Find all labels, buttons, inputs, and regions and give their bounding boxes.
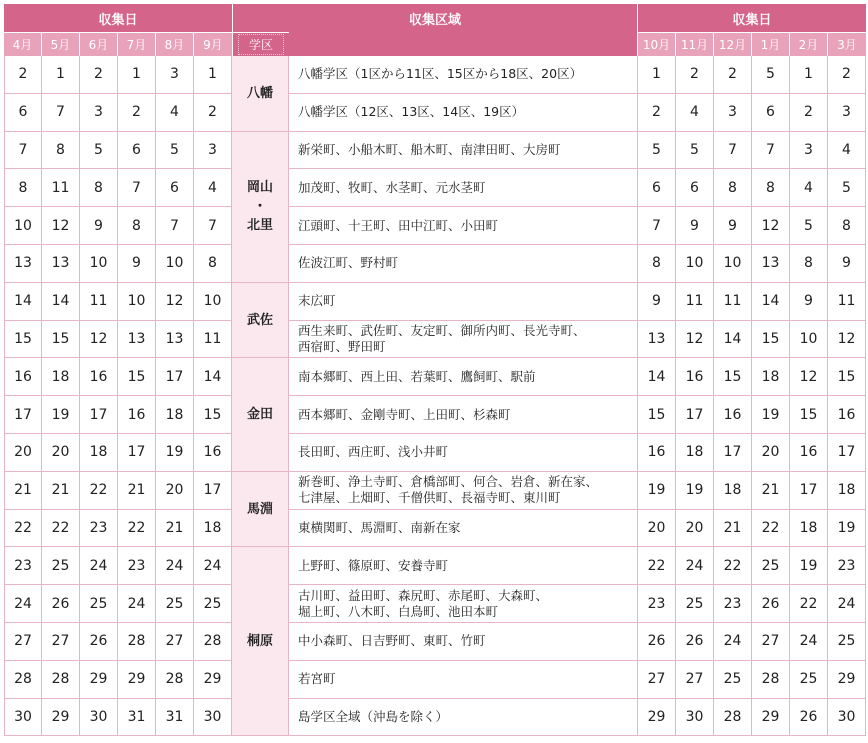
collection-day-cell: 16 xyxy=(194,434,232,472)
collection-day-cell: 4 xyxy=(156,94,194,132)
collection-day-cell: 27 xyxy=(676,661,714,699)
collection-area-cell: 西生来町、武佐町、友定町、御所内町、長光寺町、 西宿町、野田町 xyxy=(289,321,638,359)
table-row xyxy=(4,169,866,207)
collection-day-cell: 14 xyxy=(714,321,752,359)
collection-day-cell: 25 xyxy=(828,623,866,661)
school-district-label: 学区 xyxy=(238,34,284,55)
month-header: 1月 xyxy=(752,32,790,56)
collection-day-cell: 28 xyxy=(714,699,752,737)
collection-day-cell: 12 xyxy=(156,283,194,321)
table-row xyxy=(4,283,866,321)
collection-day-cell: 4 xyxy=(676,94,714,132)
collection-day-cell: 20 xyxy=(752,434,790,472)
collection-day-cell: 13 xyxy=(752,245,790,283)
collection-day-cell: 3 xyxy=(714,94,752,132)
collection-day-cell: 24 xyxy=(714,623,752,661)
collection-day-cell: 11 xyxy=(42,169,80,207)
collection-area-cell: 東横関町、馬淵町、南新在家 xyxy=(289,510,638,548)
collection-day-cell: 7 xyxy=(752,132,790,170)
table-row xyxy=(4,547,866,585)
collection-day-cell: 20 xyxy=(42,434,80,472)
collection-area-cell: 長田町、西庄町、浅小井町 xyxy=(289,434,638,472)
collection-area-cell: 八幡学区（12区、13区、14区、19区） xyxy=(289,94,638,132)
collection-day-cell: 13 xyxy=(42,245,80,283)
collection-day-cell: 24 xyxy=(790,623,828,661)
collection-day-cell: 11 xyxy=(714,283,752,321)
collection-day-cell: 23 xyxy=(828,547,866,585)
collection-day-cell: 17 xyxy=(714,434,752,472)
collection-day-cell: 10 xyxy=(714,245,752,283)
table-row xyxy=(4,245,866,283)
collection-day-cell: 17 xyxy=(156,358,194,396)
collection-day-cell: 8 xyxy=(638,245,676,283)
collection-day-cell: 24 xyxy=(676,547,714,585)
collection-day-cell: 16 xyxy=(118,396,156,434)
table-row xyxy=(4,321,866,359)
collection-day-cell: 10 xyxy=(118,283,156,321)
collection-area-cell: 加茂町、牧町、水茎町、元水茎町 xyxy=(289,169,638,207)
collection-day-cell: 17 xyxy=(790,472,828,510)
collection-day-cell: 30 xyxy=(676,699,714,737)
collection-day-cell: 20 xyxy=(638,510,676,548)
collection-day-cell: 17 xyxy=(194,472,232,510)
table-row xyxy=(4,396,866,434)
school-district-cell: 桐原 xyxy=(232,547,289,736)
collection-day-cell: 11 xyxy=(828,283,866,321)
collection-day-cell: 13 xyxy=(638,321,676,359)
table-row xyxy=(4,585,866,623)
collection-day-cell: 15 xyxy=(828,358,866,396)
collection-day-cell: 5 xyxy=(790,207,828,245)
collection-day-cell: 26 xyxy=(638,623,676,661)
collection-day-cell: 13 xyxy=(156,321,194,359)
collection-day-cell: 2 xyxy=(790,94,828,132)
collection-area-cell: 上野町、篠原町、安養寺町 xyxy=(289,547,638,585)
collection-day-cell: 16 xyxy=(790,434,828,472)
collection-day-cell: 2 xyxy=(638,94,676,132)
collection-day-cell: 22 xyxy=(638,547,676,585)
collection-day-cell: 17 xyxy=(80,396,118,434)
collection-day-cell: 2 xyxy=(676,56,714,94)
collection-day-cell: 7 xyxy=(118,169,156,207)
collection-day-cell: 18 xyxy=(80,434,118,472)
collection-area-title: 収集区域 xyxy=(408,12,461,28)
collection-day-cell: 12 xyxy=(80,321,118,359)
collection-day-cell: 4 xyxy=(828,132,866,170)
collection-day-cell: 23 xyxy=(80,510,118,548)
collection-day-cell: 11 xyxy=(676,283,714,321)
collection-day-cell: 19 xyxy=(676,472,714,510)
collection-area-cell: 末広町 xyxy=(289,283,638,321)
collection-day-cell: 15 xyxy=(752,321,790,359)
collection-day-cell: 11 xyxy=(80,283,118,321)
collection-day-cell: 3 xyxy=(156,56,194,94)
collection-day-cell: 22 xyxy=(4,510,42,548)
table-row xyxy=(4,472,866,510)
collection-area-cell: 江頭町、十王町、田中江町、小田町 xyxy=(289,207,638,245)
collection-day-cell: 27 xyxy=(752,623,790,661)
collection-area-cell: 西本郷町、金剛寺町、上田町、杉森町 xyxy=(289,396,638,434)
collection-day-cell: 17 xyxy=(4,396,42,434)
collection-day-cell: 1 xyxy=(194,56,232,94)
collection-day-cell: 29 xyxy=(118,661,156,699)
collection-day-cell: 24 xyxy=(156,547,194,585)
school-district-cell: 八幡 xyxy=(232,56,289,132)
collection-day-cell: 28 xyxy=(752,661,790,699)
collection-day-cell: 25 xyxy=(752,547,790,585)
table-row xyxy=(4,207,866,245)
collection-day-cell: 16 xyxy=(638,434,676,472)
collection-day-cell: 18 xyxy=(828,472,866,510)
collection-day-cell: 7 xyxy=(42,94,80,132)
collection-day-cell: 6 xyxy=(4,94,42,132)
month-header: 6月 xyxy=(80,32,118,56)
collection-day-cell: 12 xyxy=(752,207,790,245)
collection-day-cell: 15 xyxy=(790,396,828,434)
collection-day-cell: 26 xyxy=(752,585,790,623)
school-district-cell: 武佐 xyxy=(232,283,289,359)
collection-day-cell: 17 xyxy=(828,434,866,472)
collection-day-cell: 22 xyxy=(118,510,156,548)
collection-day-cell: 13 xyxy=(118,321,156,359)
collection-day-cell: 19 xyxy=(42,396,80,434)
collection-day-cell: 1 xyxy=(790,56,828,94)
school-district-cell: 馬淵 xyxy=(232,472,289,548)
collection-day-cell: 19 xyxy=(638,472,676,510)
collection-day-cell: 12 xyxy=(676,321,714,359)
collection-day-cell: 29 xyxy=(752,699,790,737)
collection-day-cell: 22 xyxy=(80,472,118,510)
collection-day-cell: 16 xyxy=(714,396,752,434)
collection-day-cell: 14 xyxy=(194,358,232,396)
collection-day-cell: 24 xyxy=(4,585,42,623)
collection-day-cell: 25 xyxy=(156,585,194,623)
collection-day-cell: 2 xyxy=(714,56,752,94)
collection-day-cell: 3 xyxy=(80,94,118,132)
collection-day-cell: 17 xyxy=(118,434,156,472)
collection-day-cell: 9 xyxy=(828,245,866,283)
collection-day-cell: 29 xyxy=(194,661,232,699)
collection-day-cell: 8 xyxy=(752,169,790,207)
collection-day-cell: 25 xyxy=(676,585,714,623)
collection-area-cell: 若宮町 xyxy=(289,661,638,699)
collection-day-cell: 25 xyxy=(42,547,80,585)
collection-day-cell: 26 xyxy=(790,699,828,737)
collection-schedule-table xyxy=(4,4,866,736)
collection-day-cell: 30 xyxy=(4,699,42,737)
collection-day-cell: 7 xyxy=(156,207,194,245)
collection-area-cell: 新巻町、浄土寺町、倉橋部町、何合、岩倉、新在家、 七津屋、上畑町、千僧供町、長福寺町、東川町 xyxy=(289,472,638,510)
collection-day-cell: 27 xyxy=(4,623,42,661)
table-row xyxy=(4,94,866,132)
collection-day-cell: 6 xyxy=(752,94,790,132)
school-district-header xyxy=(232,32,289,56)
collection-day-cell: 29 xyxy=(42,699,80,737)
collection-day-cell: 3 xyxy=(194,132,232,170)
collection-area-cell: 佐波江町、野村町 xyxy=(289,245,638,283)
collection-day-cell: 13 xyxy=(4,245,42,283)
collection-day-cell: 17 xyxy=(676,396,714,434)
collection-day-cell: 9 xyxy=(638,283,676,321)
table-row xyxy=(4,132,866,170)
collection-day-cell: 4 xyxy=(194,169,232,207)
collection-day-cell: 10 xyxy=(194,283,232,321)
collection-day-cell: 9 xyxy=(676,207,714,245)
collection-day-cell: 1 xyxy=(118,56,156,94)
table-row xyxy=(4,434,866,472)
collection-day-cell: 1 xyxy=(42,56,80,94)
collection-day-cell: 28 xyxy=(4,661,42,699)
collection-day-cell: 16 xyxy=(80,358,118,396)
collection-day-cell: 9 xyxy=(714,207,752,245)
table-row xyxy=(4,358,866,396)
collection-area-cell: 中小森町、日吉野町、東町、竹町 xyxy=(289,623,638,661)
collection-day-cell: 12 xyxy=(828,321,866,359)
collection-day-cell: 9 xyxy=(790,283,828,321)
collection-day-cell: 18 xyxy=(156,396,194,434)
collection-day-cell: 5 xyxy=(80,132,118,170)
collection-day-cell: 8 xyxy=(194,245,232,283)
collection-day-cell: 14 xyxy=(638,358,676,396)
collection-day-cell: 5 xyxy=(828,169,866,207)
collection-day-cell: 29 xyxy=(828,661,866,699)
collection-day-cell: 23 xyxy=(638,585,676,623)
collection-day-cell: 6 xyxy=(676,169,714,207)
collection-day-cell: 19 xyxy=(156,434,194,472)
collection-area-cell: 古川町、益田町、森尻町、赤尾町、大森町、 堀上町、八木町、白鳥町、池田本町 xyxy=(289,585,638,623)
collection-day-cell: 29 xyxy=(638,699,676,737)
collection-day-cell: 4 xyxy=(790,169,828,207)
collection-day-cell: 23 xyxy=(4,547,42,585)
collection-day-cell: 20 xyxy=(676,510,714,548)
collection-day-cell: 6 xyxy=(156,169,194,207)
collection-day-cell: 21 xyxy=(4,472,42,510)
collection-day-cell: 5 xyxy=(156,132,194,170)
collection-day-cell: 24 xyxy=(118,585,156,623)
month-header: 11月 xyxy=(676,32,714,56)
collection-day-cell: 28 xyxy=(156,661,194,699)
collection-day-cell: 7 xyxy=(638,207,676,245)
collection-day-cell: 21 xyxy=(42,472,80,510)
collection-day-cell: 8 xyxy=(42,132,80,170)
collection-day-cell: 14 xyxy=(42,283,80,321)
collection-day-cell: 23 xyxy=(118,547,156,585)
collection-day-cell: 27 xyxy=(42,623,80,661)
collection-day-cell: 10 xyxy=(790,321,828,359)
collection-day-cell: 7 xyxy=(714,132,752,170)
collection-day-cell: 25 xyxy=(714,661,752,699)
month-header: 5月 xyxy=(42,32,80,56)
collection-day-cell: 30 xyxy=(194,699,232,737)
collection-day-cell: 2 xyxy=(194,94,232,132)
table-row xyxy=(4,661,866,699)
month-header: 2月 xyxy=(790,32,828,56)
collection-area-cell: 新栄町、小船木町、船木町、南津田町、大房町 xyxy=(289,132,638,170)
collection-day-cell: 21 xyxy=(118,472,156,510)
month-header: 7月 xyxy=(118,32,156,56)
collection-day-cell: 29 xyxy=(80,661,118,699)
month-header: 12月 xyxy=(714,32,752,56)
collection-day-cell: 20 xyxy=(4,434,42,472)
collection-day-cell: 27 xyxy=(156,623,194,661)
collection-day-cell: 18 xyxy=(676,434,714,472)
month-header: 9月 xyxy=(194,32,232,56)
collection-day-cell: 16 xyxy=(4,358,42,396)
collection-day-cell: 22 xyxy=(752,510,790,548)
collection-day-cell: 16 xyxy=(828,396,866,434)
collection-day-cell: 22 xyxy=(714,547,752,585)
collection-day-cell: 21 xyxy=(714,510,752,548)
collection-day-cell: 5 xyxy=(638,132,676,170)
collection-area-header xyxy=(232,4,638,32)
collection-day-cell: 31 xyxy=(118,699,156,737)
area-header-spacer xyxy=(289,32,638,56)
collection-day-cell: 24 xyxy=(828,585,866,623)
collection-day-cell: 20 xyxy=(156,472,194,510)
table-row xyxy=(4,699,866,737)
school-district-cell: 金田 xyxy=(232,358,289,471)
collection-area-cell: 島学区全域（沖島を除く） xyxy=(289,699,638,737)
collection-day-cell: 30 xyxy=(80,699,118,737)
collection-day-cell: 12 xyxy=(790,358,828,396)
collection-day-cell: 2 xyxy=(80,56,118,94)
collection-day-cell: 26 xyxy=(42,585,80,623)
collection-day-cell: 9 xyxy=(80,207,118,245)
collection-day-cell: 15 xyxy=(194,396,232,434)
collection-day-cell: 8 xyxy=(4,169,42,207)
collection-day-cell: 28 xyxy=(42,661,80,699)
collection-day-cell: 5 xyxy=(676,132,714,170)
collection-day-cell: 6 xyxy=(118,132,156,170)
collection-day-cell: 19 xyxy=(752,396,790,434)
collection-day-cell: 6 xyxy=(638,169,676,207)
collection-day-header-right: 収集日 xyxy=(638,4,866,32)
collection-day-cell: 10 xyxy=(676,245,714,283)
collection-day-cell: 22 xyxy=(790,585,828,623)
collection-day-cell: 8 xyxy=(828,207,866,245)
collection-day-cell: 3 xyxy=(790,132,828,170)
school-district-cell: 岡山 ・ 北里 xyxy=(232,132,289,283)
collection-day-cell: 14 xyxy=(4,283,42,321)
collection-day-cell: 23 xyxy=(714,585,752,623)
collection-day-cell: 26 xyxy=(80,623,118,661)
collection-day-cell: 18 xyxy=(752,358,790,396)
collection-day-cell: 18 xyxy=(790,510,828,548)
collection-day-cell: 8 xyxy=(80,169,118,207)
collection-day-cell: 9 xyxy=(118,245,156,283)
collection-day-cell: 26 xyxy=(676,623,714,661)
collection-day-cell: 21 xyxy=(156,510,194,548)
collection-day-cell: 22 xyxy=(42,510,80,548)
collection-day-cell: 21 xyxy=(752,472,790,510)
collection-day-cell: 15 xyxy=(714,358,752,396)
collection-area-cell: 八幡学区（1区から11区、15区から18区、20区） xyxy=(289,56,638,94)
collection-day-cell: 18 xyxy=(42,358,80,396)
collection-day-cell: 12 xyxy=(42,207,80,245)
collection-day-cell: 5 xyxy=(752,56,790,94)
collection-day-cell: 25 xyxy=(80,585,118,623)
month-header: 3月 xyxy=(828,32,866,56)
collection-day-cell: 2 xyxy=(118,94,156,132)
collection-day-cell: 18 xyxy=(194,510,232,548)
collection-day-cell: 30 xyxy=(828,699,866,737)
collection-day-cell: 1 xyxy=(638,56,676,94)
month-header: 10月 xyxy=(638,32,676,56)
table-row xyxy=(4,56,866,94)
collection-day-header-left: 収集日 xyxy=(4,4,232,32)
collection-day-cell: 25 xyxy=(194,585,232,623)
collection-day-cell: 3 xyxy=(828,94,866,132)
collection-day-cell: 18 xyxy=(714,472,752,510)
collection-day-cell: 27 xyxy=(638,661,676,699)
month-header: 8月 xyxy=(156,32,194,56)
collection-day-cell: 8 xyxy=(118,207,156,245)
schedule-body xyxy=(4,56,866,736)
table-row xyxy=(4,510,866,548)
collection-day-cell: 16 xyxy=(676,358,714,396)
collection-day-cell: 11 xyxy=(194,321,232,359)
collection-day-cell: 15 xyxy=(42,321,80,359)
collection-day-cell: 7 xyxy=(194,207,232,245)
collection-day-cell: 15 xyxy=(638,396,676,434)
collection-day-cell: 2 xyxy=(828,56,866,94)
collection-day-cell: 15 xyxy=(118,358,156,396)
collection-day-cell: 10 xyxy=(80,245,118,283)
collection-day-cell: 8 xyxy=(714,169,752,207)
collection-day-cell: 10 xyxy=(4,207,42,245)
collection-day-cell: 10 xyxy=(156,245,194,283)
collection-day-cell: 24 xyxy=(80,547,118,585)
collection-day-cell: 14 xyxy=(752,283,790,321)
collection-day-cell: 28 xyxy=(118,623,156,661)
collection-day-cell: 7 xyxy=(4,132,42,170)
collection-day-cell: 2 xyxy=(4,56,42,94)
collection-day-cell: 31 xyxy=(156,699,194,737)
collection-area-cell: 南本郷町、西上田、若葉町、鷹飼町、駅前 xyxy=(289,358,638,396)
collection-day-cell: 25 xyxy=(790,661,828,699)
month-header: 4月 xyxy=(4,32,42,56)
collection-day-cell: 15 xyxy=(4,321,42,359)
table-row xyxy=(4,623,866,661)
collection-day-cell: 24 xyxy=(194,547,232,585)
collection-day-cell: 19 xyxy=(828,510,866,548)
collection-day-cell: 19 xyxy=(790,547,828,585)
collection-day-cell: 8 xyxy=(790,245,828,283)
collection-day-cell: 28 xyxy=(194,623,232,661)
